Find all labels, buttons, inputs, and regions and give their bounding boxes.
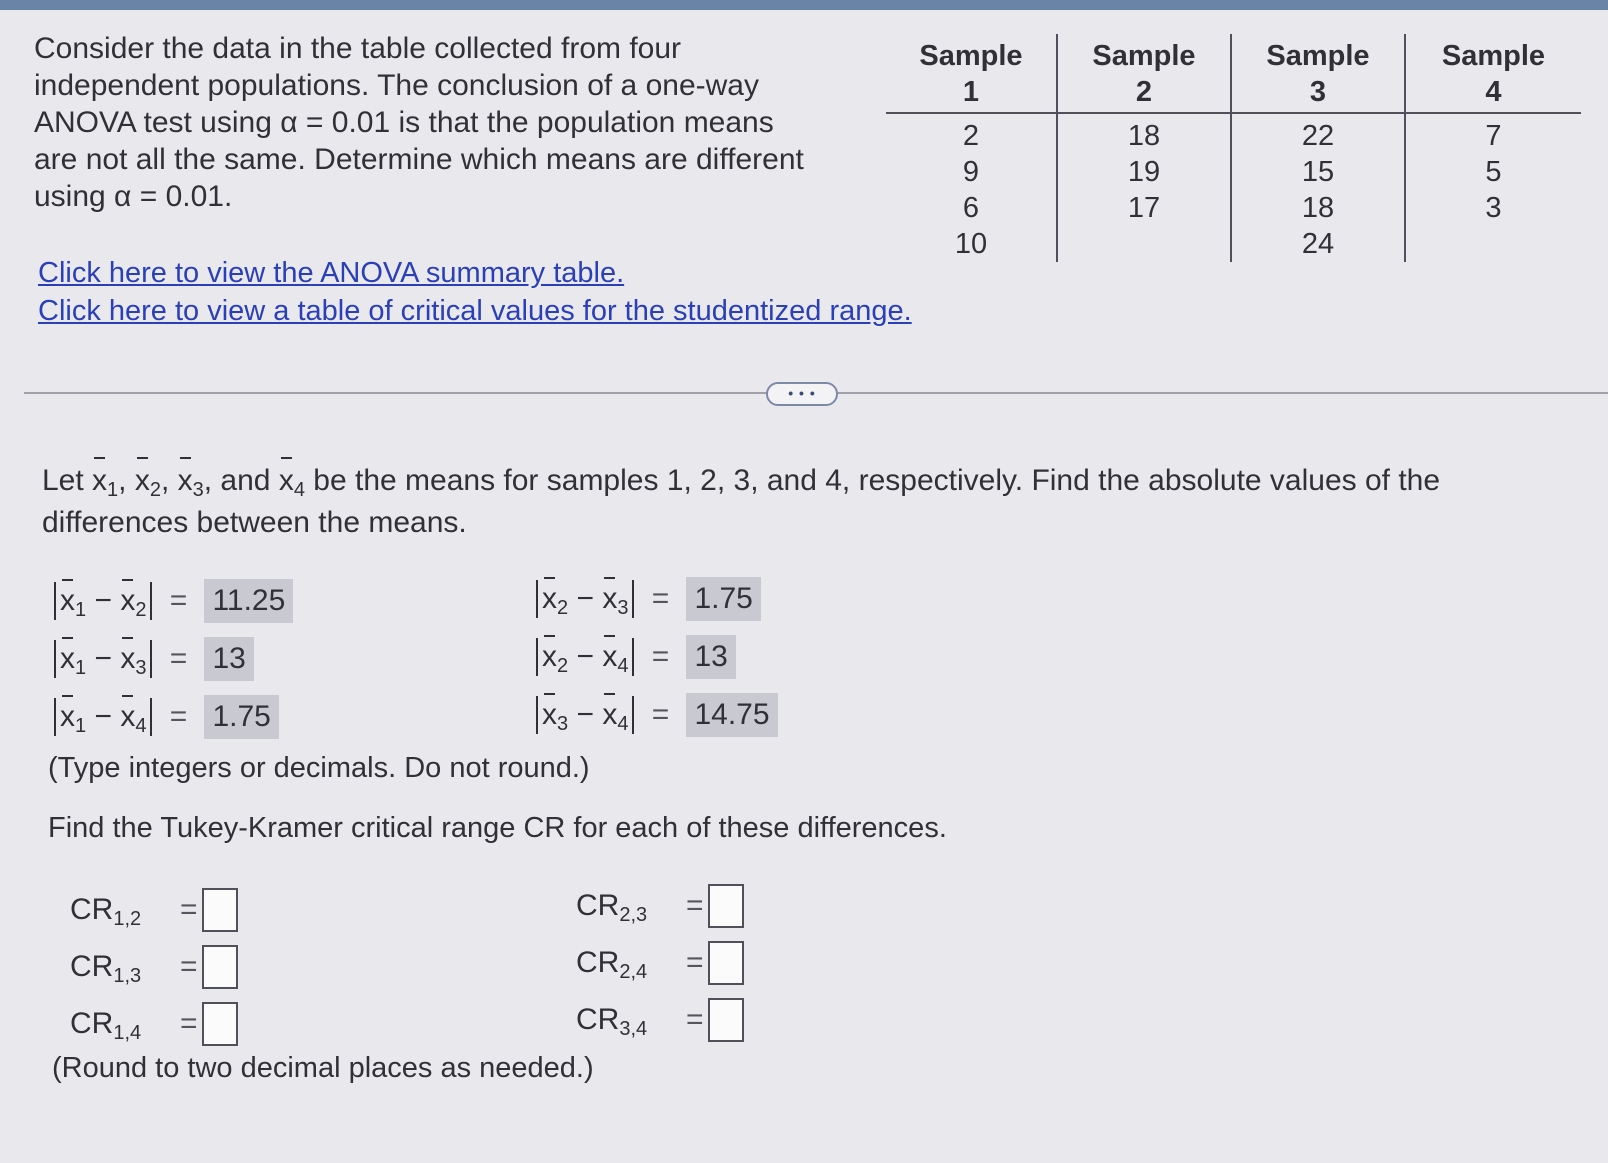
answer-x3-x4[interactable]: 14.75: [686, 693, 777, 737]
header-sample-1: Sample 1: [886, 34, 1057, 113]
cr-1-3-input[interactable]: [202, 945, 238, 989]
diff-row-x2-x4: $x_2 - x_4 = 13$: [536, 628, 778, 686]
critical-range-prompt: Find the Tukey-Kramer critical range CR for each of these differences.: [48, 812, 947, 844]
means-instruction: Let $x_1$, $x_2$, $x_3$, and $x_4$ be the means for samples 1, 2, 3, and 4, respectively. Find the absolute values of the differences between the means.: [42, 460, 1582, 544]
differences-left-column: [54, 572, 293, 746]
header-sample-4: Sample 4: [1405, 34, 1581, 113]
critical-range-left-column: [70, 888, 238, 1059]
xbar-4: x: [279, 460, 294, 502]
diff-row-x1-x4: $x_1 - x_4 = 1.75$: [54, 688, 293, 746]
answer-x1-x2[interactable]: 11.25: [204, 579, 293, 623]
table-cell: 24: [1231, 226, 1405, 262]
xbar-1: x: [92, 460, 107, 502]
table-cell: 15: [1231, 154, 1405, 190]
rounding-note: (Round to two decimal places as needed.): [52, 1052, 594, 1084]
table-cell: [1057, 226, 1231, 262]
differences-note: (Type integers or decimals. Do not round.): [48, 752, 590, 784]
problem-statement: Consider the data in the table collected from four independent populations. The conclusion of a one-way ANOVA test using α = 0.01 is that the population means are not all the same. Determine which means are different using α = 0.01.: [34, 32, 804, 213]
table-row: [886, 226, 1581, 262]
xbar-3: x: [178, 460, 193, 502]
header-sample-2: Sample 2: [1057, 34, 1231, 113]
table-cell: 19: [1057, 154, 1231, 190]
table-cell: 18: [1231, 190, 1405, 226]
table-row: [886, 154, 1581, 190]
table-cell: 5: [1405, 154, 1581, 190]
table-cell: 2: [962, 120, 980, 152]
critical-values-link[interactable]: Click here to view a table of critical values for the studentized range.: [38, 295, 912, 327]
diff-row-x2-x3: $x_2 - x_3 = 1.75$: [536, 570, 778, 628]
cr-row-2-3: $CR_{2,3}$ =: [576, 884, 744, 941]
cr-1-4-input[interactable]: [202, 1002, 238, 1046]
sample-data-table: [886, 34, 1581, 262]
table-cell: 6: [962, 192, 980, 224]
critical-range-right-column: [576, 884, 744, 1055]
table-cell: 22: [1231, 113, 1405, 154]
diff-row-x3-x4: $x_3 - x_4 = 14.75$: [536, 686, 778, 744]
header-sample-3: Sample 3: [1231, 34, 1405, 113]
table-cell: 7: [1405, 113, 1581, 154]
differences-right-column: [536, 570, 778, 744]
cr-1-2-input[interactable]: [202, 888, 238, 932]
cr-row-3-4: $CR_{3,4}$ =: [576, 998, 744, 1055]
top-bar: [0, 0, 1608, 10]
answer-x2-x4[interactable]: 13: [686, 635, 735, 679]
cr-row-1-4: $CR_{1,4}$ =: [70, 1002, 238, 1059]
diff-row-x1-x3: $x_1 - x_3 = 13$: [54, 630, 293, 688]
cr-2-3-input[interactable]: [708, 884, 744, 928]
cr-2-4-input[interactable]: [708, 941, 744, 985]
xbar-2: x: [135, 460, 150, 502]
answer-x2-x3[interactable]: 1.75: [686, 577, 760, 621]
table-row: [886, 190, 1581, 226]
expand-ellipsis-button[interactable]: • • •: [766, 382, 838, 406]
diff-row-x1-x2: $x_1 - x_2 = 11.25$: [54, 572, 293, 630]
cr-row-1-3: $CR_{1,3}$ =: [70, 945, 238, 1002]
table-cell: [1405, 226, 1581, 262]
table-cell: 18: [1057, 113, 1231, 154]
cr-row-1-2: $CR_{1,2}$ =: [70, 888, 238, 945]
answer-x1-x3[interactable]: 13: [204, 637, 253, 681]
table-row: [886, 113, 1581, 154]
help-links: [38, 254, 912, 330]
cr-row-2-4: $CR_{2,4}$ =: [576, 941, 744, 998]
table-cell: 9: [962, 156, 980, 188]
table-cell: 3: [1405, 190, 1581, 226]
cr-3-4-input[interactable]: [708, 998, 744, 1042]
table-cell: 17: [1057, 190, 1231, 226]
anova-summary-link[interactable]: Click here to view the ANOVA summary table.: [38, 257, 625, 289]
table-cell: 10: [954, 228, 988, 260]
answer-x1-x4[interactable]: 1.75: [204, 695, 278, 739]
